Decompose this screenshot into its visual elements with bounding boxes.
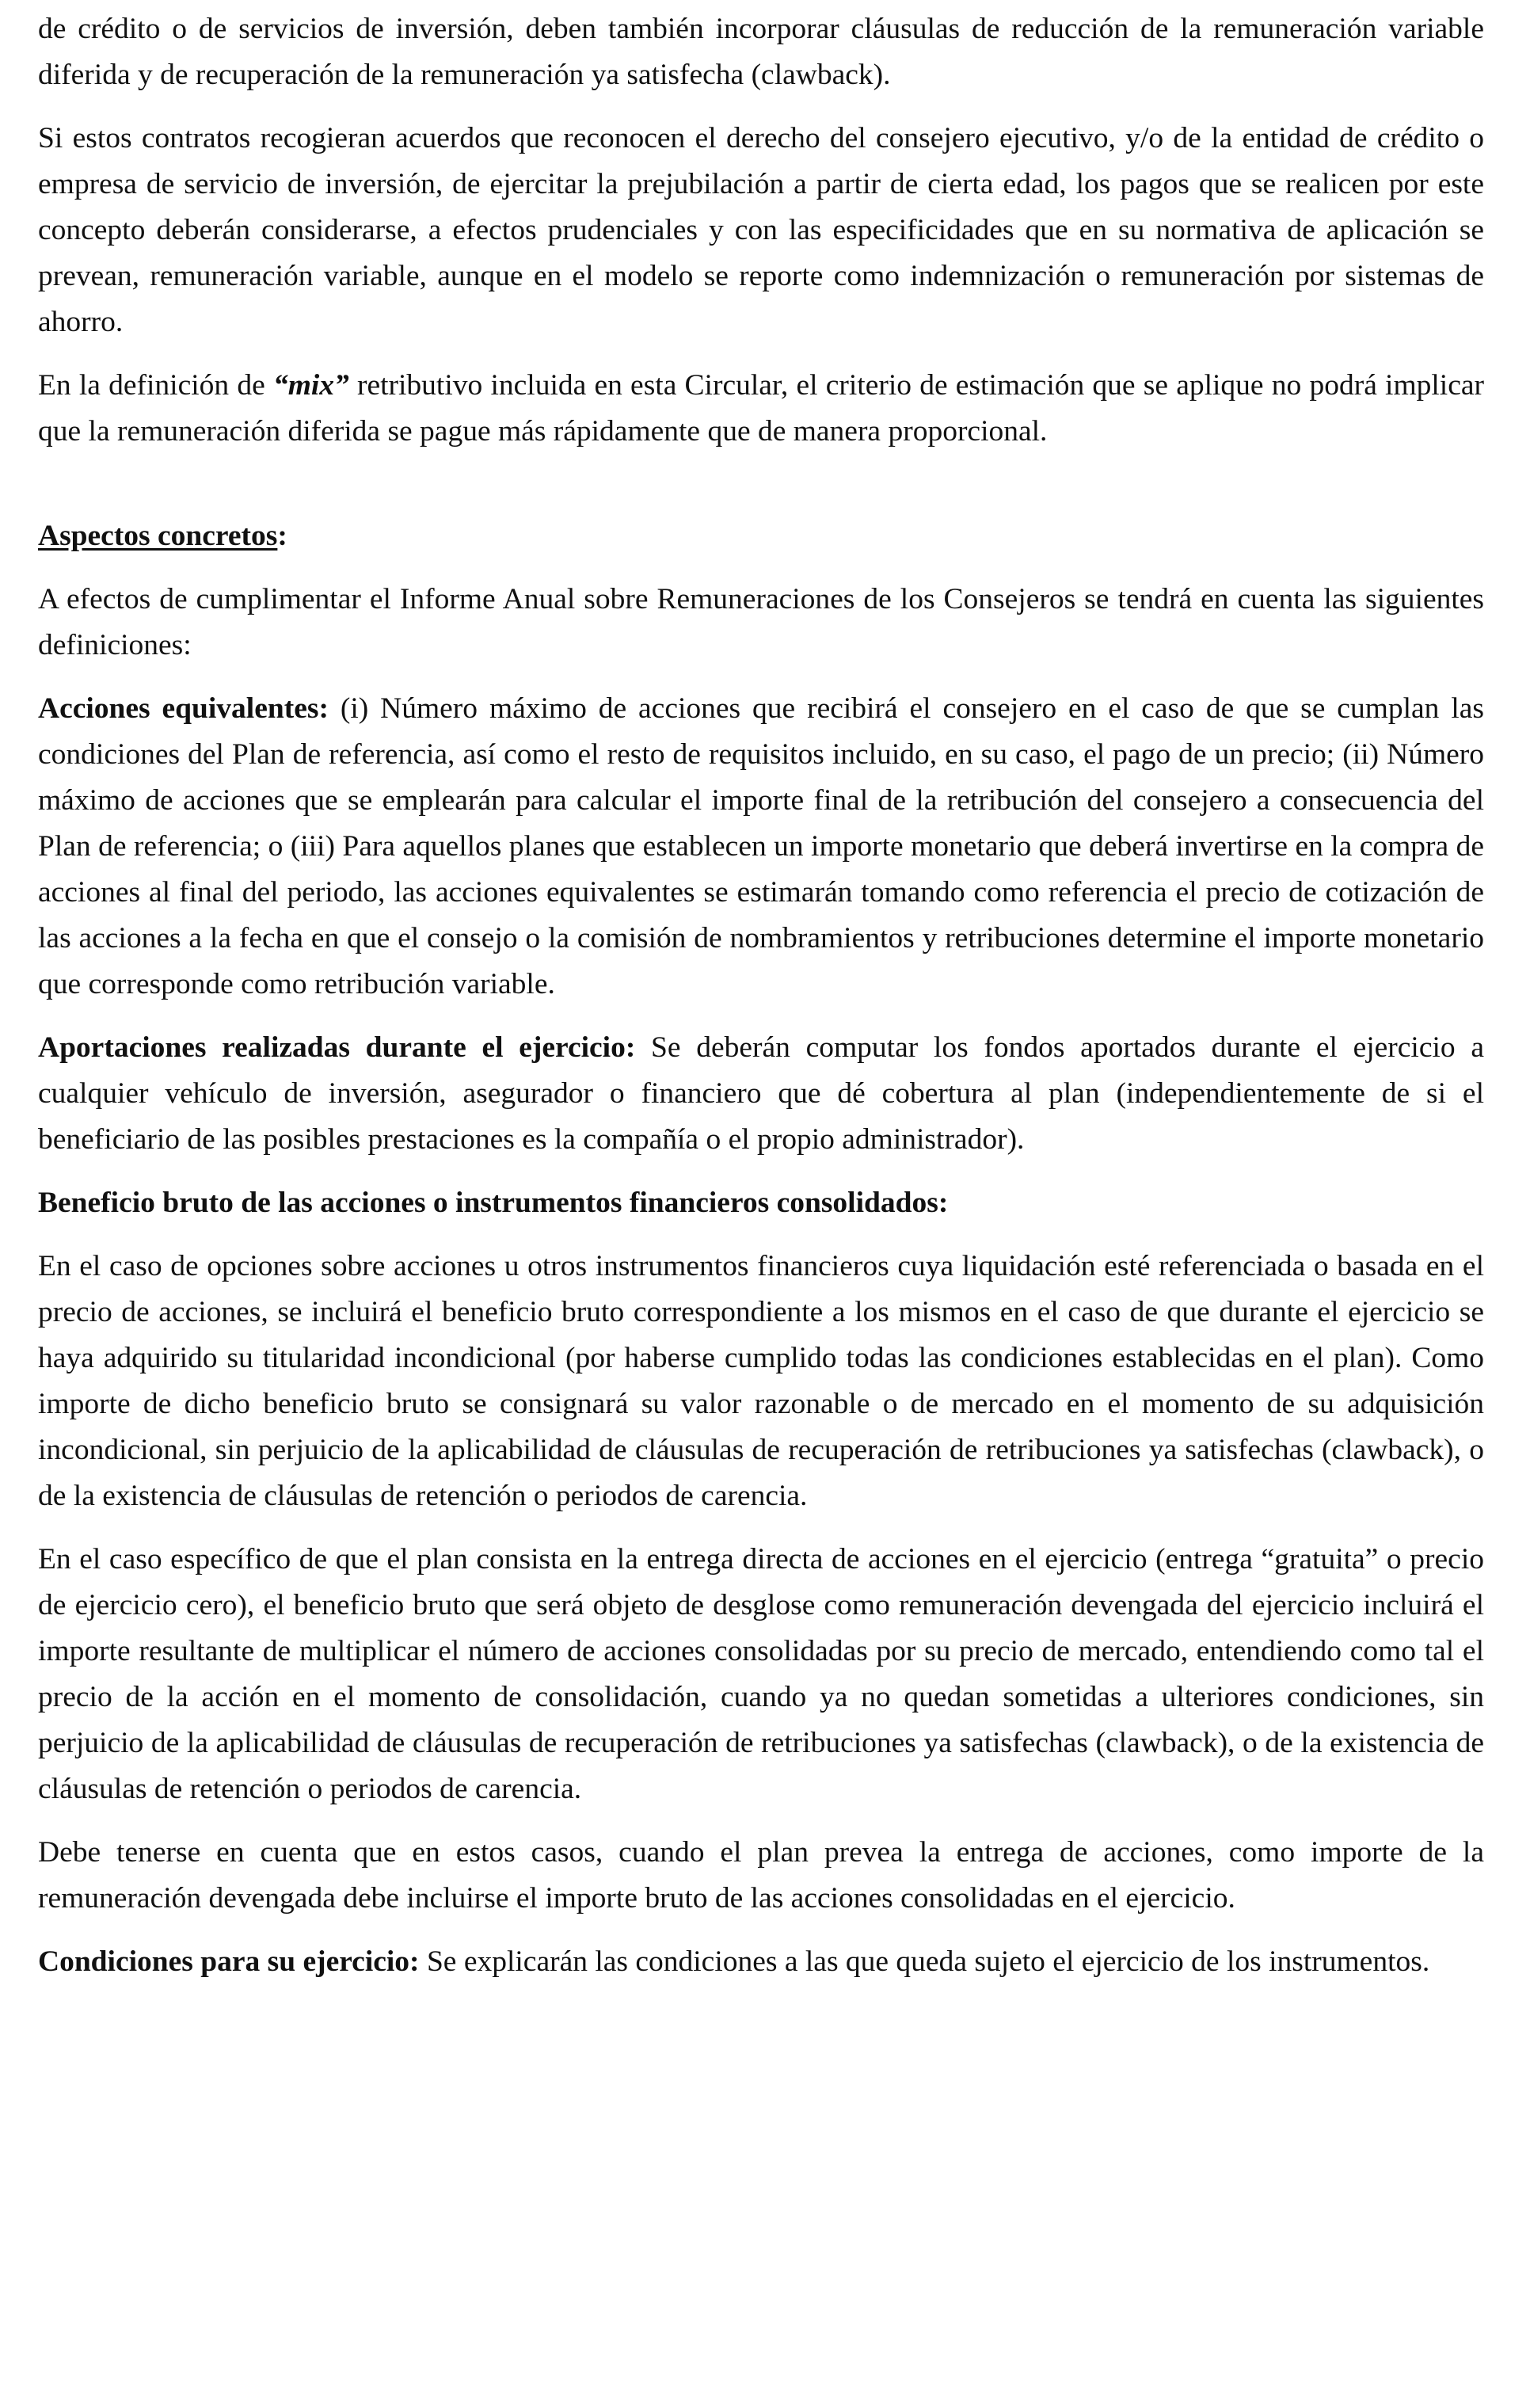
definition-text-acciones-equivalentes: (i) Número máximo de acciones que recibirá el consejero en el caso de que se cumplan las condiciones del Plan de referencia, así como el resto de requisitos incluido, en su caso, el pago de un precio; (ii) Número máximo de acciones que se emplearán para calcular el importe final de la retribución del consejero a consecuencia del Plan de referencia; o (iii) Para aquellos planes que establecen un importe monetario que deberá invertirse en la compra de acciones al final del periodo, las acciones equivalentes se estimarán tomando como referencia el precio de cotización de las acciones a la fecha en que el consejo o la comisión de nombramientos y retribuciones determine el importe monetario que corresponde como retribución variable. [38, 692, 1484, 1000]
paragraph-beneficio-entrega-directa: En el caso específico de que el plan consista en la entrega directa de acciones en el ejercicio (entrega “gratuita” o precio de ejercicio cero), el beneficio bruto que será objeto de desglose como remuneración devengada del ejercicio incluirá el importe resultante de multiplicar el número de acciones consolidadas por su precio de mercado, entendiendo como tal el precio de la acción en el momento de consolidación, cuando ya no quedan sometidas a ulteriores condiciones, sin perjuicio de la aplicabilidad de cláusulas de recuperación de retribuciones ya satisfechas (clawback), o de la existencia de cláusulas de retención o periodos de carencia. [38, 1543, 1484, 1805]
definition-term-condiciones: Condiciones para su ejercicio: [38, 1945, 420, 1978]
paragraph-beneficio-importe-bruto: Debe tenerse en cuenta que en estos casos, cuando el plan prevea la entrega de acciones, como importe de la remuneración devengada debe incluirse el importe bruto de las acciones consolidadas en el ejercicio. [38, 1836, 1484, 1915]
section-heading [38, 513, 1484, 559]
mix-body-text: retributivo incluida en esta Circular, el criterio de estimación que se aplique no podrá implicar que la remuneración diferida se pague más rápidamente que de manera proporcional. [38, 369, 1484, 448]
definition-condiciones [38, 1939, 1484, 1985]
paragraph-clawback-continuation: de crédito o de servicios de inversión, deben también incorporar cláusulas de reducción de la remuneración variable diferida y de recuperación de la remuneración ya satisfecha (clawback). [38, 13, 1484, 91]
definition-term-aportaciones: Aportaciones realizadas durante el ejercicio: [38, 1031, 636, 1064]
definition-acciones-equivalentes [38, 686, 1484, 1008]
section-heading-aspectos-concretos: Aspectos concretos [38, 520, 278, 552]
definition-term-acciones-equivalentes: Acciones equivalentes: [38, 692, 329, 725]
paragraph-beneficio-opciones: En el caso de opciones sobre acciones u otros instrumentos financieros cuya liquidación esté referenciada o basada en el precio de acciones, se incluirá el beneficio bruto correspondiente a los mismos en el caso de que durante el ejercicio se haya adquirido su titularidad incondicional (por haberse cumplido todas las condiciones establecidas en el plan). Como importe de dicho beneficio bruto se consignará su valor razonable o de mercado en el momento de su adquisición incondicional, sin perjuicio de la aplicabilidad de cláusulas de recuperación de retribuciones ya satisfechas (clawback), o de la existencia de cláusulas de retención o periodos de carencia. [38, 1250, 1484, 1512]
definition-text-aportaciones: Se deberán computar los fondos aportados durante el ejercicio a cualquier vehículo de inversión, asegurador o financiero que dé cobertura al plan (independientemente de si el beneficiario de las posibles prestaciones es la compañía o el propio administrador). [38, 1031, 1485, 1156]
paragraph-intro-definitions: A efectos de cumplimentar el Informe Anual sobre Remuneraciones de los Consejeros se tendrá en cuenta las siguientes definiciones: [38, 583, 1484, 661]
paragraph-prejubilacion: Si estos contratos recogieran acuerdos que reconocen el derecho del consejero ejecutivo, y/o de la entidad de crédito o empresa de servicio de inversión, de ejercitar la prejubilación a partir de cierta edad, los pagos que se realicen por este concepto deberán considerarse, a efectos prudenciales y con las especificidades que en su normativa de aplicación se prevean, remuneración variable, aunque en el modelo se reporte como indemnización o remuneración por sistemas de ahorro. [38, 122, 1484, 338]
paragraph-mix-retributivo [38, 363, 1484, 455]
document-page [38, 6, 1484, 2002]
definition-heading-beneficio-bruto: Beneficio bruto de las acciones o instrumentos financieros consolidados: [38, 1187, 949, 1219]
mix-intro-text: En la definición de [38, 369, 273, 402]
definition-aportaciones [38, 1025, 1484, 1163]
definition-text-condiciones: Se explicarán las condiciones a las que queda sujeto el ejercicio de los instrumentos. [419, 1945, 1430, 1978]
section-heading-colon: : [277, 520, 287, 552]
mix-term: “mix” [272, 369, 349, 402]
